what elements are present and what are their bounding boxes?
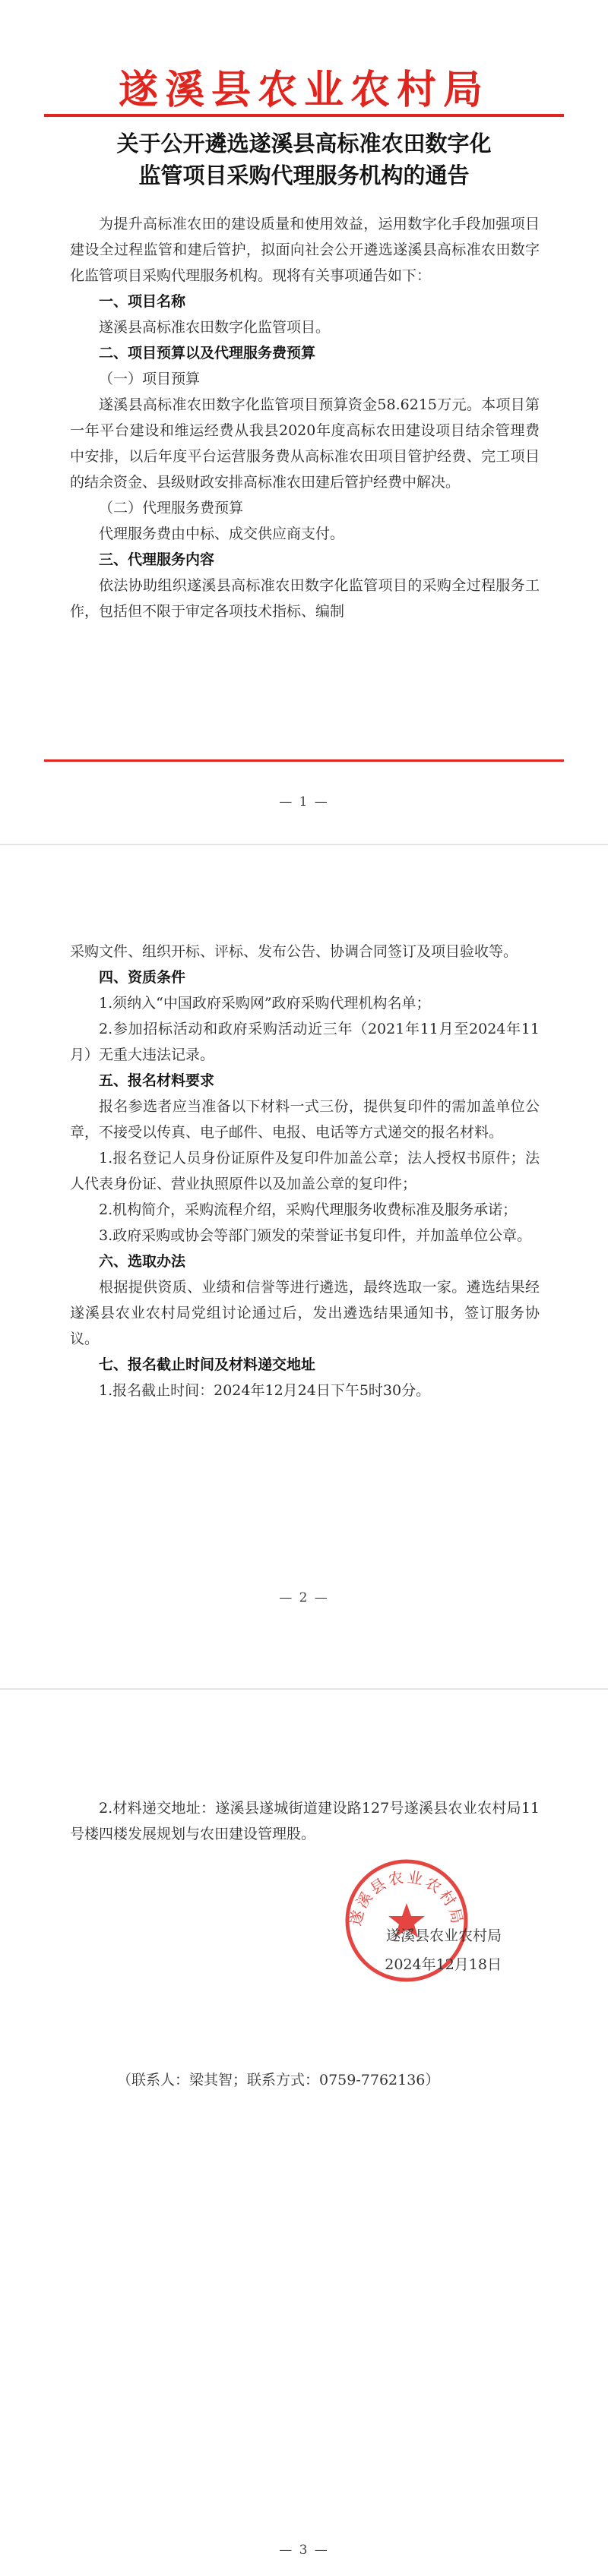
section-2-sub1: （一）项目预算 bbox=[99, 371, 201, 387]
seal-text: 遂溪县农业农村局 bbox=[346, 1867, 467, 1927]
page1-body bbox=[70, 211, 540, 624]
section-3-text: 依法协助组织遂溪县高标准农田数字化监管项目的采购全过程服务工作，包括但不限于审定各项技术指标、编制 bbox=[70, 577, 540, 620]
section-6-text: 根据提供资质、业绩和信誉等进行遴选，最终选取一家。遴选结果经遂溪县农业农村局党组讨论通过后，发出遴选结果通知书，签订服务协议。 bbox=[70, 1279, 540, 1347]
section-5-item-3: 3.政府采购或协会等部门颁发的荣誉证书复印件，并加盖单位公章。 bbox=[99, 1227, 532, 1244]
section-7-item-2: 2.材料递交地址：遂溪县遂城街道建设路127号遂溪县农业农村局11号楼四楼发展规划与农田建设管理股。 bbox=[70, 1800, 540, 1842]
signature-date: 2024年12月18日 bbox=[385, 1956, 502, 1973]
section-4-heading: 四、资质条件 bbox=[99, 969, 186, 986]
section-3-continued: 采购文件、组织开标、评标、发布公告、协调合同签订及项目验收等。 bbox=[70, 943, 518, 960]
section-3-heading: 三、代理服务内容 bbox=[99, 551, 215, 568]
page-number: — 2 — bbox=[279, 1590, 329, 1605]
section-2-heading: 二、项目预算以及代理服务费预算 bbox=[99, 345, 316, 361]
page3-body bbox=[70, 1795, 540, 1847]
section-5-heading: 五、报名材料要求 bbox=[99, 1072, 215, 1089]
section-7-heading: 七、报名截止时间及材料递交地址 bbox=[99, 1356, 316, 1373]
page-2 bbox=[0, 844, 608, 1689]
section-4-item-2: 2.参加招标活动和政府采购活动近三年（2021年11月至2024年11月）无重大违法记录。 bbox=[70, 1021, 540, 1063]
doc-title-line1: 关于公开遴选遂溪县高标准农田数字化 bbox=[116, 131, 492, 156]
section-5-text: 报名参选者应当准备以下材料一式三份，提供复印件的需加盖单位公章，不接受以传真、电子邮件、电报、电话等方式递交的报名材料。 bbox=[70, 1098, 540, 1141]
section-5-item-2: 2.机构简介，采购流程介绍，采购代理服务收费标准及服务承诺； bbox=[99, 1201, 518, 1218]
section-4-item-1: 1.须纳入“中国政府采购网”政府采购代理机构名单； bbox=[99, 995, 431, 1012]
page-number: — 3 — bbox=[279, 2543, 329, 2558]
signature-org: 遂溪县农业农村局 bbox=[385, 1927, 502, 1944]
page-1 bbox=[0, 0, 608, 844]
section-2-sub1-text: 遂溪县高标准农田数字化监管项目预算资金58.6215万元。本项目第一年平台建设和维运经费从我县2020年度高标农田建设项目结余管理费中安排，以后年度平台运营服务费从高标准农田项目管护经费、完工项目的结余资金、县级财政安排高标准农田建后管护经费中解决。 bbox=[70, 396, 540, 491]
section-6-heading: 六、选取办法 bbox=[99, 1253, 186, 1270]
doc-title-line2: 监管项目采购代理服务机构的通告 bbox=[138, 163, 470, 188]
section-1-heading: 一、项目名称 bbox=[99, 293, 186, 310]
page-number: — 1 — bbox=[279, 794, 329, 810]
section-1-text: 遂溪县高标准农田数字化监管项目。 bbox=[99, 319, 331, 336]
red-rule bbox=[44, 114, 564, 117]
section-5-item-1: 1.报名登记人员身份证原件及复印件加盖公章；法人授权书原件；法人代表身份证、营业执照原件以及加盖公章的复印件； bbox=[70, 1150, 540, 1192]
signature-block bbox=[327, 1867, 524, 2046]
section-2-sub2: （二）代理服务费预算 bbox=[99, 500, 244, 516]
intro-paragraph: 为提升高标准农田的建设质量和使用效益，运用数字化手段加强项目建设全过程监管和建后管护，拟面向社会公开遴选遂溪县高标准农田数字化监管项目采购代理服务机构。现将有关事项通告如下： bbox=[70, 216, 540, 284]
section-2-sub2-text: 代理服务费由中标、成交供应商支付。 bbox=[99, 526, 345, 542]
page-3 bbox=[0, 1689, 608, 2576]
section-7-item-1: 1.报名截止时间：2024年12月24日下午5时30分。 bbox=[99, 1382, 431, 1399]
org-header: 遂溪县农业农村局 bbox=[118, 67, 489, 113]
page2-body bbox=[70, 939, 540, 1403]
bottom-red-rule bbox=[44, 759, 564, 762]
contact-info: （联系人：梁其智；联系方式：0759-7762136） bbox=[117, 2072, 440, 2088]
